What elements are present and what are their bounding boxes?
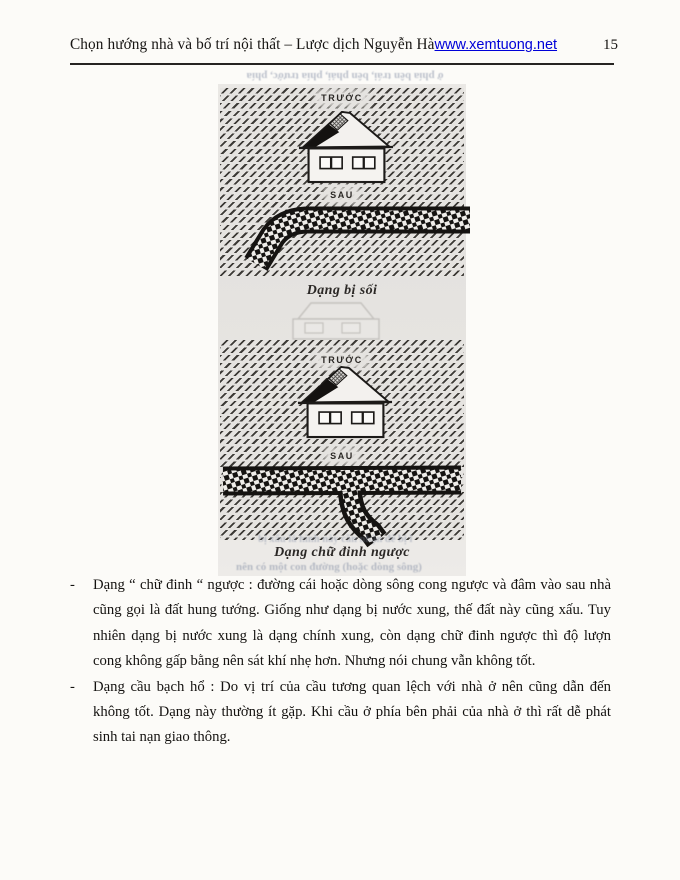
- house-illustration-1: [298, 106, 394, 187]
- ghost-bleed-text-line1: bị xấu là hình này cần nhận để bị l: [258, 534, 413, 545]
- list-item: [70, 573, 611, 675]
- bullet-marker: -: [70, 577, 75, 593]
- scanned-figure: [218, 70, 466, 576]
- ghost-bleed-text-line2: nên có một con đường (hoặc dòng sông): [236, 561, 422, 573]
- bullet-text: Dạng “ chữ đinh “ ngược : đường cái hoặc dòng sông cong ngược và đâm vào sau nhà cũng gọi là đất hung tướng. Giống như dạng bị nước xung, thế đất này cũng xấu. Tuy nhiên dạng bị nước xung là dạng chính xung, còn dạng chữ đinh ngược thì độ lượn cong không gấp bằng nên sát khí nhẹ hơn. Nhưng nói chung vẫn không tốt.: [93, 577, 611, 670]
- ghost-bleed-text-top: ở phía bên trái, bên phải, phía trước, phía: [246, 70, 444, 82]
- diagram2-back-label: SAU: [330, 451, 354, 461]
- page-number: 15: [603, 37, 619, 53]
- header-divider: [70, 63, 614, 65]
- diagram1-front-label: TRƯỚC: [321, 93, 363, 103]
- diagram2-caption: Dạng chữ đinh ngược: [274, 545, 410, 560]
- body-text-block: [70, 573, 611, 751]
- bullet-marker: -: [70, 678, 75, 695]
- diagram1-caption: Dạng bị sối: [306, 283, 378, 298]
- page-title: Chọn hướng nhà và bố trí nội thất – Lược dịch Nguyễn Hà: [70, 36, 435, 53]
- website-link[interactable]: www.xemtuong.net: [434, 37, 558, 53]
- diagram2-front-label: TRƯỚC: [321, 355, 363, 365]
- house-illustration-2: [297, 361, 393, 442]
- diagram1-back-label: SAU: [330, 190, 354, 200]
- curved-road-illustration: [218, 196, 466, 280]
- page-header: [70, 36, 619, 60]
- ghost-house-bleed: [290, 300, 384, 342]
- bullet-text: Dạng cầu bạch hổ : Do vị trí của cầu tương quan lệch với nhà ở nên cũng dẫn đến không tốt. Dạng này thường ít gặp. Khi cầu ở phía bên phải của nhà ở thì rất dễ phát sinh tai nạn giao thông.: [93, 678, 611, 746]
- list-item: [70, 675, 611, 751]
